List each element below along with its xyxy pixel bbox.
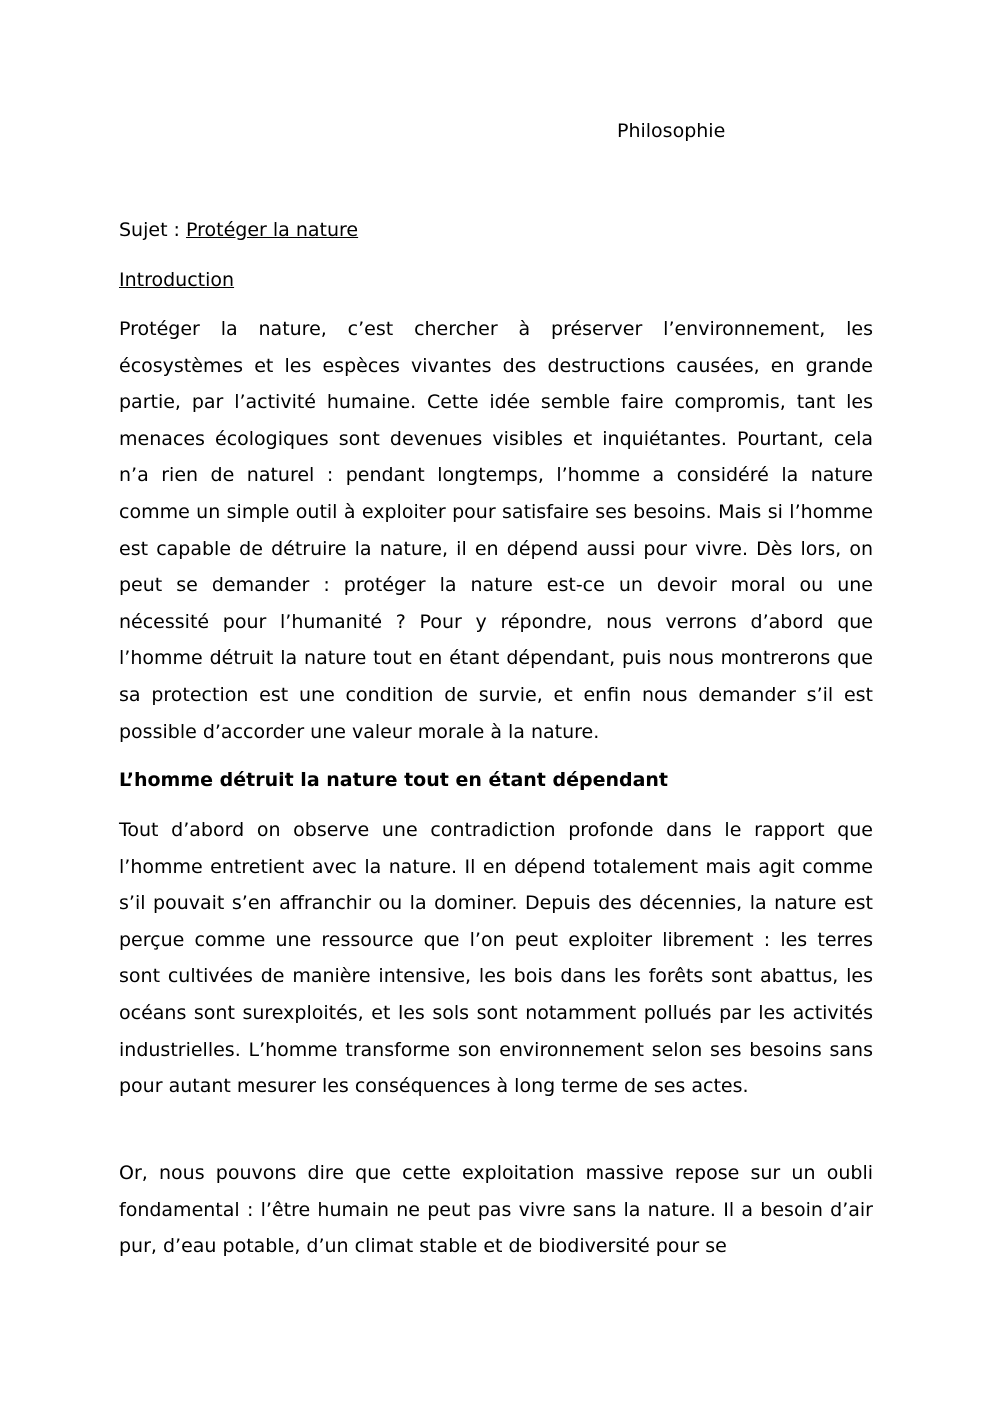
sujet-line [119, 217, 358, 243]
subject-area-header: Philosophie [617, 120, 726, 142]
section-paragraph-1: Tout d’abord on observe une contradiction profonde dans le rapport que l’homme entretient avec la nature. Il en dépend totalement mais agit comme s’il pouvait s’en affranchir ou la dominer. Depuis des décennies, la nature est perçue comme une ressource que l’on peut exploiter librement : les terres sont cultivées de manière intensive, les bois dans les forêts sont abattus, les océans sont surexploités, et les sols sont notamment pollués par les activités industrielles. L’homme transforme son environnement selon ses besoins sans pour autant mesurer les conséquences à long terme de ses actes. [119, 819, 873, 1098]
sujet-title: Protéger la nature [186, 219, 359, 241]
introduction-heading: Introduction [119, 269, 235, 291]
section-heading: L’homme détruit la nature tout en étant dépendant [119, 769, 669, 791]
introduction-paragraph: Protéger la nature, c’est chercher à préserver l’environnement, les écosystèmes et les espèces vivantes des destructions causées, en grande partie, par l’activité humaine. Cette idée semble faire compromis, tant les menaces écologiques sont devenues visibles et inquiétantes. Pourtant, cela n’a rien de naturel : pendant longtemps, l’homme a considéré la nature comme un simple outil à exploiter pour satisfaire ses besoins. Mais si l’homme est capable de détruire la nature, il en dépend aussi pour vivre. Dès lors, on peut se demander : protéger la nature est-ce un devoir moral ou une nécessité pour l’humanité ? Pour y répondre, nous verrons d’abord que l’homme détruit la nature tout en étant dépendant, puis nous montrerons que sa protection est une condition de survie, et enfin nous demander s’il est possible d’accorder une valeur morale à la nature. [119, 318, 873, 743]
section-paragraph-2: Or, nous pouvons dire que cette exploitation massive repose sur un oubli fondamental : l’être humain ne peut pas vivre sans la nature. Il a besoin d’air pur, d’eau potable, d’un climat stable et de biodiversité pour se [119, 1162, 873, 1258]
sujet-label: Sujet : [119, 219, 187, 241]
